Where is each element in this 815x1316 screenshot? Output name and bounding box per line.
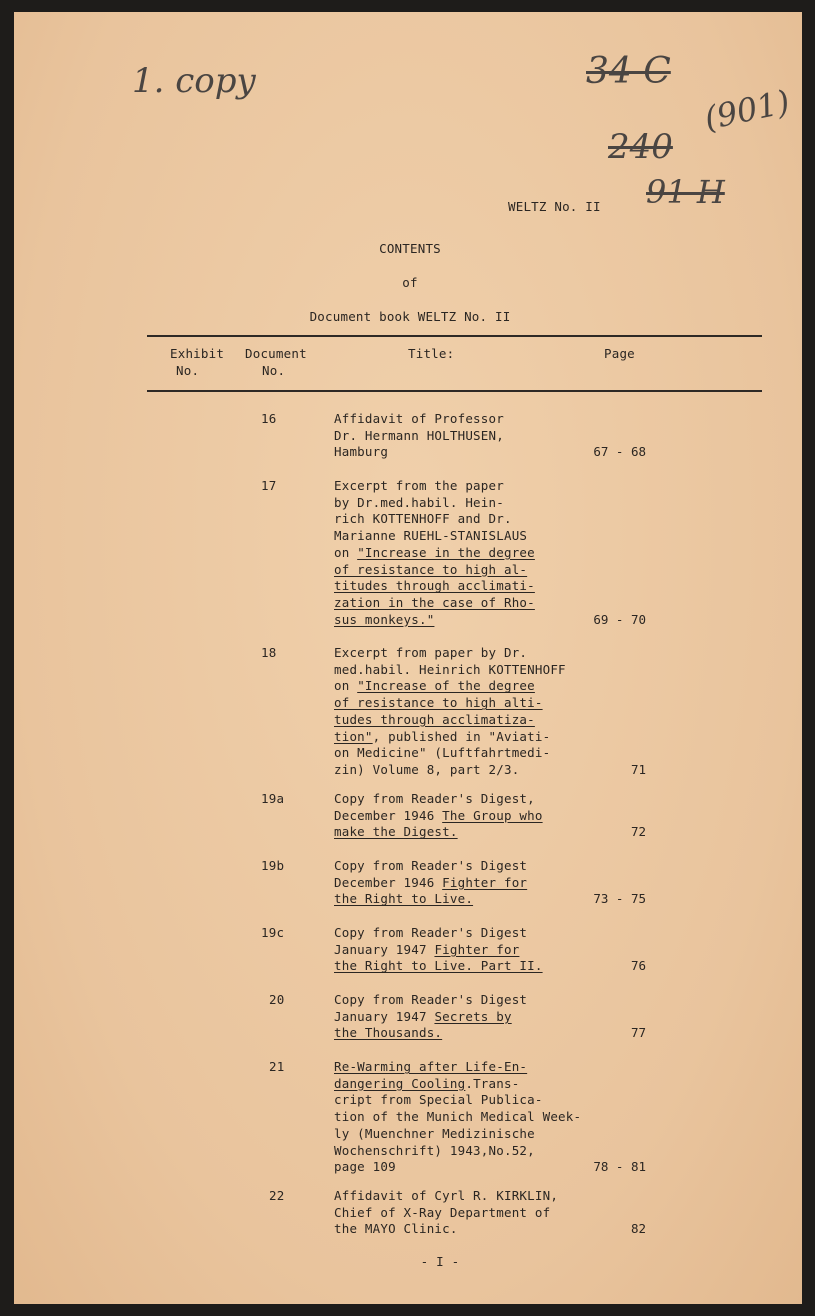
underlined-title: of resistance to high alti- [334, 695, 543, 711]
title-line [334, 678, 535, 695]
title-line [334, 762, 519, 779]
title-text: December 1946 [334, 807, 443, 823]
document-number: 19b [261, 858, 285, 873]
title-line [334, 1221, 458, 1238]
document-subtitle: Document book WELTZ No. II [309, 309, 511, 324]
document-number: 19a [261, 791, 285, 806]
title-line [334, 1025, 442, 1042]
book-label: WELTZ No. II [508, 199, 601, 214]
title-text: Copy from Reader's Digest, [334, 791, 535, 806]
handwritten-code-901: (901) [700, 82, 794, 138]
title-text: ly (Muenchner Medizinische [334, 1125, 535, 1141]
title-line [334, 545, 535, 562]
handwritten-code-240: 240 [608, 127, 673, 167]
underlined-title: tion" [334, 728, 373, 744]
document-number: 21 [269, 1059, 285, 1074]
page-reference: 76 [630, 958, 646, 974]
title-text: page 109 [334, 1159, 396, 1175]
title-line [334, 1109, 581, 1126]
title-text: rich KOTTENHOFF and Dr. [334, 511, 512, 527]
title-line [334, 1092, 543, 1109]
title-line [334, 925, 527, 942]
handwritten-code-34c: 34 C [586, 51, 671, 92]
handwritten-code-91h: 91 H [646, 173, 725, 211]
footer-page-number: - I - [420, 1254, 460, 1269]
document-number: 16 [261, 411, 277, 426]
title-text: on Medicine" (Luftfahrtmedi- [334, 745, 551, 761]
underlined-title: of resistance to high al- [334, 561, 528, 577]
title-line [334, 444, 388, 461]
title-line [334, 511, 512, 528]
handwritten-copy-note: 1. copy [132, 61, 256, 101]
page-reference: 72 [630, 824, 646, 840]
underlined-title: the Right to Live. [334, 891, 474, 907]
document-number: 20 [269, 992, 285, 1007]
underlined-title: the Right to Live. Part II. [334, 958, 543, 974]
title-line [334, 562, 527, 579]
title-text: the MAYO Clinic. [334, 1221, 458, 1237]
title-line [334, 808, 543, 825]
title-text: Copy from Reader's Digest [334, 992, 528, 1007]
page-reference: 71 [630, 761, 646, 777]
title-text: Dr. Hermann HOLTHUSEN, [334, 427, 504, 443]
title-line [334, 695, 543, 712]
title-line [334, 1159, 396, 1176]
document-number: 19c [261, 925, 285, 940]
title-line [334, 612, 434, 629]
title-line [334, 1059, 527, 1076]
title-line [334, 578, 535, 595]
title-line [334, 478, 504, 495]
title-text: , published in "Aviati- [372, 728, 551, 744]
underlined-title: Fighter for [434, 941, 520, 957]
underlined-title: tudes through acclimatiza- [334, 711, 535, 727]
column-document-label: Document [245, 346, 307, 361]
underlined-title: the Thousands. [334, 1025, 443, 1041]
column-page-label: Page [604, 346, 635, 361]
title-line [334, 1143, 535, 1160]
title-line [334, 528, 527, 545]
document-number: 17 [261, 478, 277, 493]
underlined-title: Re-Warming after Life-En- [334, 1059, 528, 1074]
column-document-no: No. [262, 363, 286, 378]
title-line [334, 1126, 535, 1143]
title-line [334, 495, 504, 512]
page-reference: 73 - 75 [593, 891, 646, 907]
column-exhibit-label: Exhibit [170, 346, 225, 361]
title-text: Excerpt from paper by Dr. [334, 645, 528, 660]
title-line [334, 428, 504, 445]
page-reference: 78 - 81 [593, 1159, 646, 1175]
title-text: Copy from Reader's Digest [334, 925, 528, 940]
underlined-title: The Group who [442, 807, 543, 823]
title-text: December 1946 [334, 874, 443, 890]
title-text: Excerpt from the paper [334, 478, 504, 493]
title-line [334, 662, 566, 679]
title-line [334, 824, 458, 841]
title-text: Affidavit of Professor [334, 411, 504, 426]
title-line [334, 992, 527, 1009]
title-line [334, 875, 527, 892]
of-word: of [402, 275, 418, 290]
underlined-title: zation in the case of Rho- [334, 594, 535, 610]
title-text: Copy from Reader's Digest [334, 858, 528, 873]
page-reference: 69 - 70 [593, 611, 646, 627]
table-header-rule [147, 390, 762, 392]
column-exhibit-no: No. [176, 363, 200, 378]
column-title-label: Title: [408, 346, 455, 361]
title-line [334, 858, 527, 875]
contents-title: CONTENTS [379, 241, 441, 256]
title-text: Hamburg [334, 444, 389, 460]
document-number: 22 [269, 1188, 285, 1203]
title-line [334, 411, 504, 428]
title-line [334, 1076, 519, 1093]
table-top-rule [147, 335, 762, 337]
title-text: by Dr.med.habil. Hein- [334, 494, 504, 510]
title-line [334, 891, 473, 908]
page-reference: 67 - 68 [593, 444, 646, 460]
title-text: zin) Volume 8, part 2/3. [334, 761, 520, 777]
underlined-title: sus monkeys." [334, 611, 435, 627]
title-text: Chief of X-Ray Department of [334, 1204, 551, 1220]
underlined-title: Secrets by [434, 1008, 512, 1024]
title-text: tion of the Munich Medical Week- [334, 1109, 582, 1125]
title-line [334, 942, 519, 959]
title-line [334, 1009, 512, 1026]
title-line [334, 645, 527, 662]
title-text: med.habil. Heinrich KOTTENHOFF [334, 661, 566, 677]
title-line [334, 729, 550, 746]
title-line [334, 958, 543, 975]
title-text: cript from Special Publica- [334, 1092, 543, 1108]
title-line [334, 712, 535, 729]
title-text: .Trans- [465, 1075, 520, 1091]
underlined-title: "Increase of the degree [357, 678, 535, 694]
title-line [334, 595, 535, 612]
title-line [334, 1188, 558, 1205]
underlined-title: titudes through acclimati- [334, 578, 535, 594]
title-line [334, 791, 535, 808]
page-reference: 77 [630, 1025, 646, 1041]
title-text: January 1947 [334, 941, 435, 957]
underlined-title: dangering Cooling [334, 1075, 466, 1091]
title-text: Wochenschrift) 1943,No.52, [334, 1142, 535, 1158]
underlined-title: Fighter for [442, 874, 528, 890]
title-text: on [334, 678, 358, 694]
document-page [14, 12, 802, 1304]
title-line [334, 745, 550, 762]
underlined-title: "Increase in the degree [357, 544, 535, 560]
title-text: Affidavit of Cyrl R. KIRKLIN, [334, 1188, 559, 1203]
title-line [334, 1205, 550, 1222]
title-text: January 1947 [334, 1008, 435, 1024]
document-number: 18 [261, 645, 277, 660]
underlined-title: make the Digest. [334, 824, 458, 840]
title-text: on [334, 544, 358, 560]
title-text: Marianne RUEHL-STANISLAUS [334, 528, 528, 544]
page-reference: 82 [630, 1221, 646, 1237]
